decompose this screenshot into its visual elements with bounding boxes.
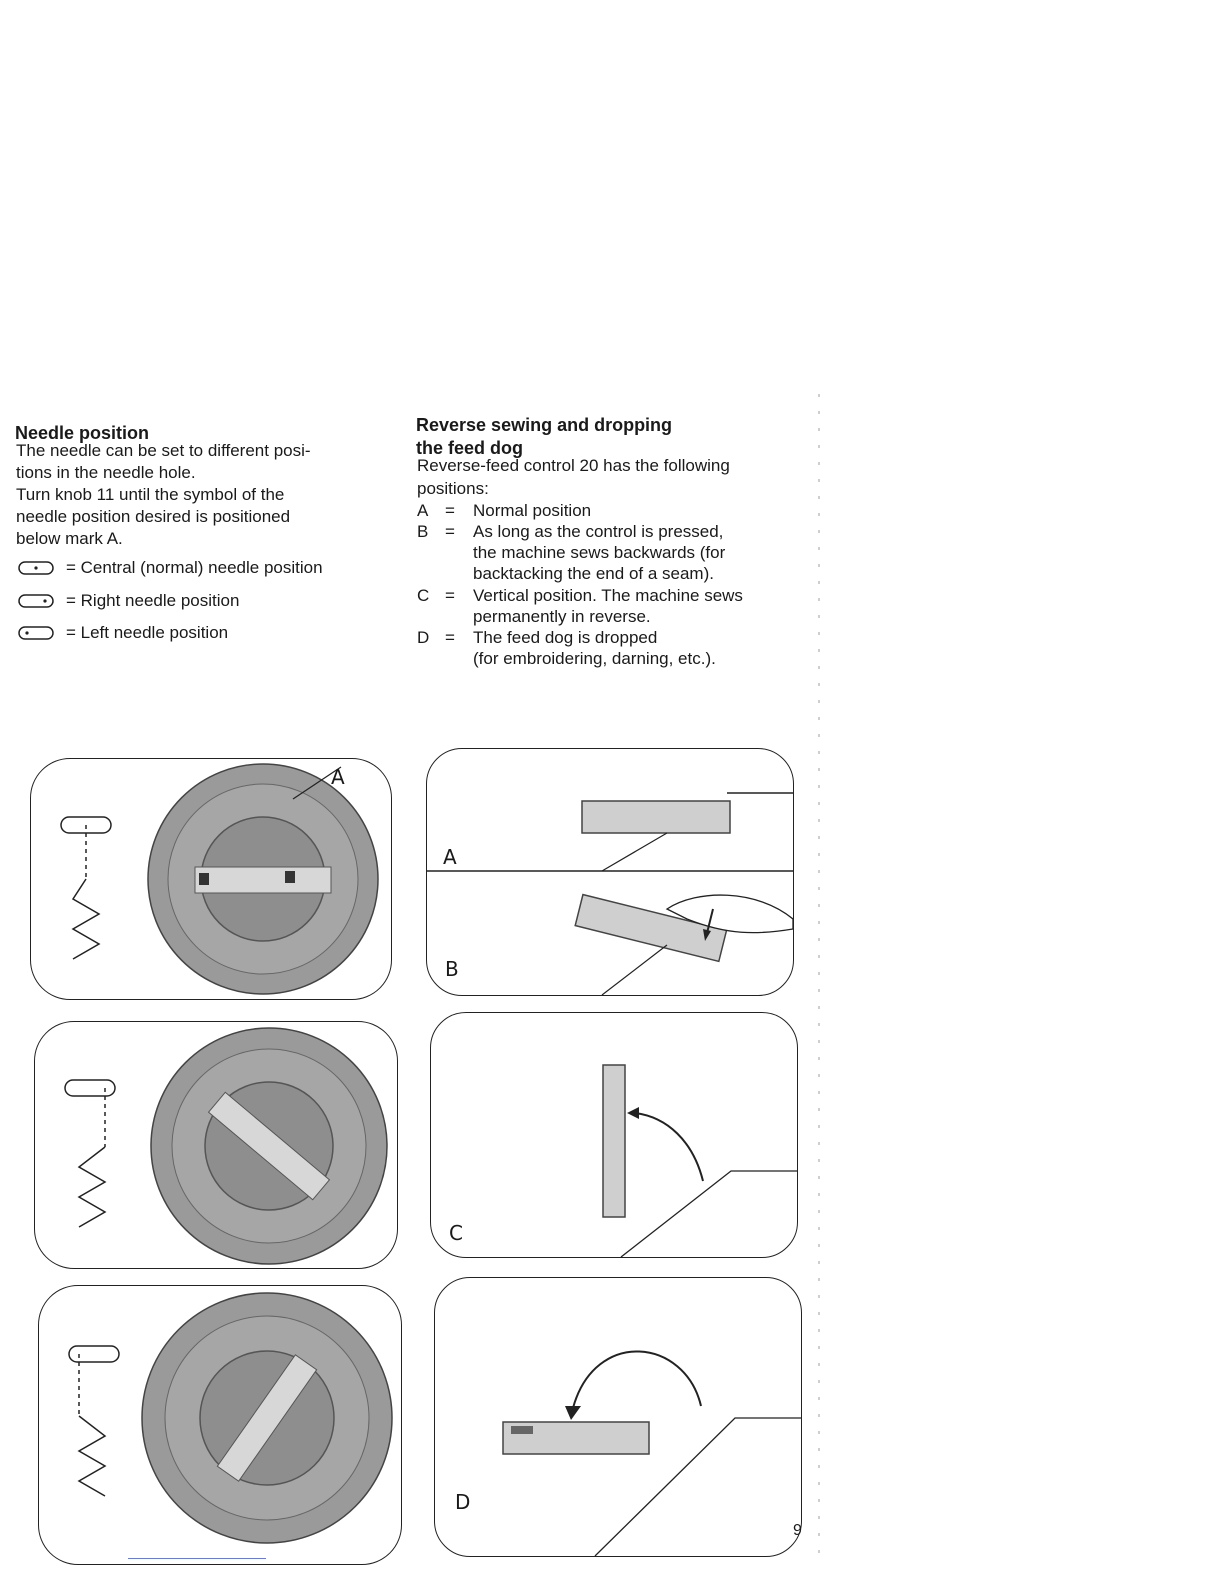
panel-label-c: C	[449, 1221, 463, 1245]
legend-text: = Right needle position	[66, 591, 240, 610]
needle-figure-left	[38, 1285, 402, 1565]
reverse-lever-illustration	[427, 749, 793, 995]
position-key: C	[417, 586, 430, 605]
needle-position-body	[16, 440, 396, 550]
legend-central	[18, 558, 323, 578]
position-text: Vertical position. The machine sews permanently in reverse.	[473, 586, 743, 626]
legend-text: = Left needle position	[66, 623, 229, 642]
legend-text: = Central (normal) needle position	[66, 558, 323, 577]
needle-central-icon	[18, 560, 56, 576]
body-line: needle position desired is positioned	[16, 507, 291, 526]
reverse-heading-line2: the feed dog	[416, 438, 523, 458]
needle-dial-illustration	[35, 1022, 397, 1268]
needle-left-icon	[18, 625, 56, 641]
panel-label-a: A	[443, 845, 457, 869]
position-text: Normal position	[473, 501, 592, 520]
legend-right	[18, 591, 239, 611]
body-line: Turn knob 11 until the symbol of the	[16, 485, 285, 504]
position-eq: =	[445, 586, 455, 605]
position-eq: =	[445, 501, 455, 520]
mark-a-label: A	[331, 765, 345, 789]
panel-label-d: D	[455, 1490, 471, 1514]
reverse-figure-d	[434, 1277, 802, 1557]
scan-rule	[128, 1558, 266, 1559]
panel-label-b: B	[445, 957, 459, 981]
reverse-figure-c	[430, 1012, 798, 1258]
body-line: below mark A.	[16, 529, 123, 548]
position-key: A	[417, 501, 429, 520]
needle-dial-illustration	[31, 759, 391, 999]
reverse-lever-illustration	[431, 1013, 797, 1257]
page-number: 9	[793, 1522, 802, 1539]
position-eq: =	[445, 522, 455, 541]
needle-dial-illustration	[39, 1286, 401, 1564]
reverse-intro-line1: Reverse-feed control 20 has the following	[417, 456, 730, 475]
legend-left	[18, 623, 228, 643]
needle-right-icon	[18, 593, 56, 609]
needle-position-heading: Needle position	[15, 423, 150, 443]
body-line: The needle can be set to different posi-	[16, 441, 311, 460]
reverse-lever-illustration	[435, 1278, 801, 1556]
body-line: tions in the needle hole.	[16, 463, 196, 482]
position-key: D	[417, 628, 430, 647]
scan-edge-artifact	[818, 380, 820, 1560]
position-eq: =	[445, 628, 455, 647]
position-key: B	[417, 522, 429, 541]
reverse-intro-line2: positions:	[417, 479, 489, 498]
needle-figure-central	[30, 758, 392, 1000]
position-text: The feed dog is dropped (for embroidering, darning, etc.).	[473, 628, 716, 668]
position-text: As long as the control is pressed, the machine sews backwards (for backtacking the end of a seam).	[473, 522, 726, 583]
reverse-heading-line1: Reverse sewing and dropping	[416, 415, 673, 435]
reverse-figure-ab	[426, 748, 794, 996]
needle-figure-right	[34, 1021, 398, 1269]
